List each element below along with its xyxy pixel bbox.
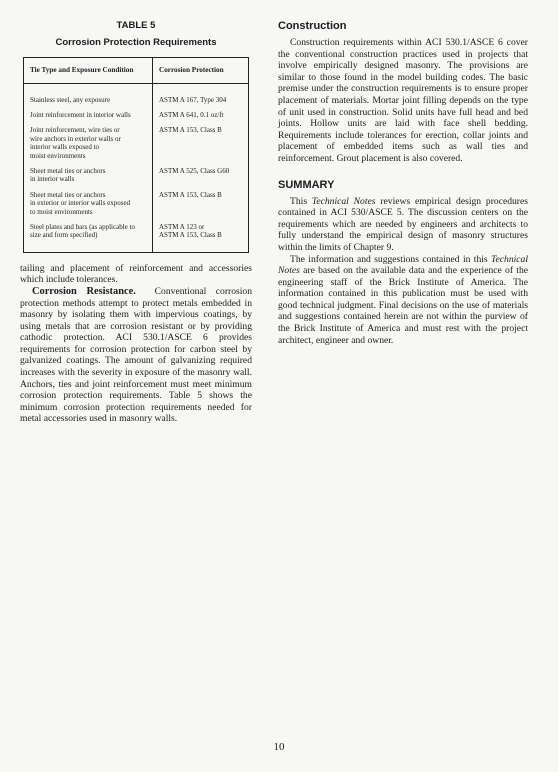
construction-heading: Construction: [278, 20, 347, 32]
cell-line: Sheet metal ties or anchors: [30, 190, 106, 199]
summary-heading: SUMMARY: [278, 178, 335, 191]
table-row: [24, 160, 249, 184]
summary-p2-italic: Technical Notes: [278, 253, 528, 277]
table-row: [24, 104, 249, 119]
protection-cell: [153, 160, 249, 184]
page-number: 10: [273, 741, 285, 753]
cell-line: ASTM A 123 or: [159, 222, 205, 231]
cell-line: size and form specified): [30, 231, 98, 240]
protection-cell: [153, 216, 249, 252]
corrosion-resistance-body: Conventional corrosion protection methods attempt to protect metals embedded in masonry by isolating them with impervious coatings, by using metals that are corrosion resistant or by providing cathodic protection. ACI 530.1/ASCE 6 provides requirements for corrosion protection for carbon steel by galvanized coatings. The amount of galvanizing required increases with the severity in exposure of the masonry wall. Anchors, ties and joint reinforcement must meet minimum corrosion protection requirements. Table 5 shows the minimum corrosion protection requirements needed for metal accessories used in masonry walls.: [20, 285, 253, 425]
cell-line: ASTM A 153, Class B: [159, 231, 222, 240]
summary-p1-lead: This: [290, 195, 308, 207]
table-body: [24, 83, 249, 252]
cell-line: ASTM A 153, Class B: [159, 126, 222, 135]
cell-line: wire anchors in exterior walls or: [30, 134, 121, 143]
cell-line: ASTM A 167, Type 304: [159, 95, 227, 104]
cell-line: to moist environments: [30, 207, 93, 216]
corrosion-protection-table: [23, 57, 249, 253]
protection-cell: [153, 184, 249, 216]
tie-type-cell: [24, 216, 153, 252]
protection-cell: [153, 83, 249, 104]
cell-line: Stainless steel, any exposure: [30, 95, 111, 104]
column-header-tie-type: Tie Type and Exposure Condition: [24, 58, 153, 84]
table-row: [24, 83, 249, 104]
protection-cell: [153, 119, 249, 160]
summary-p1-rest: reviews empirical design procedures contained in ACI 530/ASCE 5. The discussion centers on the requirements which are needed by engineers and architects to fully understand the empirical design of masonry structures within the limits of Chapter 9.: [278, 195, 528, 253]
construction-paragraph: Construction requirements within ACI 530.1/ASCE 6 cover the conventional construction practices used in projects that involve empirically designed masonry. The provisions are similar to those found in the model building codes. The basic premise under the construction requirements is to ensure proper placement of materials. Mortar joint filling depends on the type of unit used in construction. Solid units have full head and bed joints. Hollow units are laid with face shell bedding. Requirements include tolerances for erection, collar joints and placement of embedded items such as wall ties and reinforcement. Grout placement is also covered.: [278, 37, 528, 164]
tie-type-cell: [24, 104, 153, 119]
corrosion-resistance-heading: Corrosion Resistance.: [32, 285, 136, 297]
tie-type-cell: [24, 160, 153, 184]
cell-line: in interior walls: [30, 175, 75, 184]
cell-line: in exterior or interior walls exposed: [30, 199, 131, 208]
summary-paragraph-1: [278, 196, 528, 254]
cell-line: ASTM A 153, Class B: [159, 190, 222, 199]
tie-type-cell: [24, 119, 153, 160]
summary-p2-rest: are based on the available data and the experience of the engineering staff of the Brick Institute of America. The information contained in this publication must be used with good technical judgment. Final decisions on the use of materials and suggestions contained herein are not within the purview of the Brick Institute of America and must rest with the project architect, engineer and owner.: [278, 265, 528, 346]
tie-type-cell: [24, 83, 153, 104]
continuation-paragraph: tailing and placement of reinforcement and accessories which include tolerances.: [20, 262, 252, 286]
summary-paragraph-2: [278, 254, 528, 347]
column-header-corrosion-protection: Corrosion Protection: [153, 58, 249, 84]
cell-line: Joint reinforcement in interior walls: [30, 111, 131, 120]
corrosion-resistance-paragraph: [20, 286, 252, 425]
cell-line: moist environments: [30, 151, 86, 160]
table-row: [24, 216, 249, 252]
table-label: TABLE 5: [116, 20, 156, 31]
protection-cell: [153, 104, 249, 119]
table-row: [24, 184, 249, 216]
tie-type-cell: [24, 184, 153, 216]
summary-p2-lead: The information and suggestions contained in this: [290, 253, 488, 265]
left-column: [20, 20, 252, 425]
cell-line: interior walls exposed to: [30, 143, 100, 152]
right-column: [278, 20, 528, 346]
cell-line: Sheet metal ties or anchors: [30, 166, 106, 175]
cell-line: Joint reinforcement, wire ties or: [30, 126, 120, 135]
table-row: [24, 119, 249, 160]
cell-line: ASTM A 525, Class G60: [159, 166, 230, 175]
table-title: Corrosion Protection Requirements: [55, 37, 217, 48]
cell-line: ASTM A 641, 0.1 oz/ft: [159, 111, 224, 120]
summary-p1-italic: Technical Notes: [311, 195, 376, 207]
cell-line: Steel plates and bars (as applicable to: [30, 222, 135, 231]
